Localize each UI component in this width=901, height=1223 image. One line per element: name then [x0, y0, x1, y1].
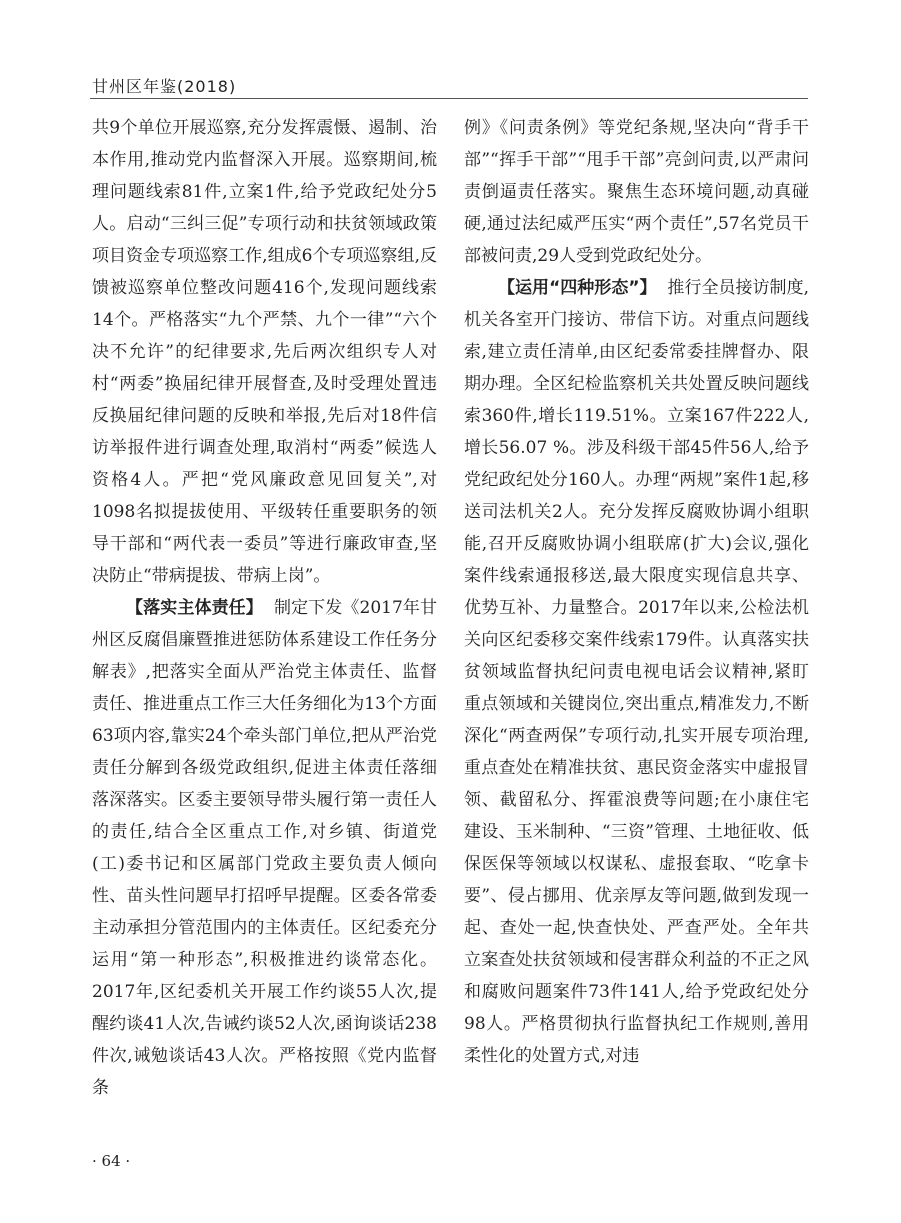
running-header-title: 甘州区年鉴(2018): [92, 77, 237, 96]
header-divider: [90, 98, 808, 99]
continuation-paragraph: 例》《问责条例》等党纪条规,坚决向“背手干部”“挥手干部”“甩手干部”亮剑问责,以严肃问责倒逼责任落实。聚焦生态环境问题,动真碰硬,通过法纪威严压实“两个责任”,57名党员干部被问责,29人受到党政纪处分。: [464, 118, 809, 266]
section-heading-responsibility: 【落实主体责任】: [126, 598, 263, 618]
section-body-four-forms: 推行全员接访制度,机关各室开门接访、带信下访。对重点问题线索,建立责任清单,由区纪委常委挂牌督办、限期办理。全区纪检监察机关共处置反映问题线索360件,增长119.51%。立案167件222人,增长56.07 %。涉及科级干部45件56人,给予党纪政纪处分160人。办理“两规”案件1起,移送司法机关2人。充分发挥反腐败协调小组职能,召开反腐败协调小组联席(扩大)会议,强化案件线索通报移送,最大限度实现信息共享、优势互补、力量整合。2017年以来,公检法机关向区纪委移交案件线索179件。认真落实扶贫领域监督执纪问责电视电话会议精神,紧盯重点领域和关键岗位,突出重点,精准发力,不断深化“两查两保”专项行动,扎实开展专项治理,重点查处在精准扶贫、惠民资金落实中虚报冒领、截留私分、挥霍浪费等问题;在小康住宅建设、玉米制种、“三资”管理、土地征收、低保医保等领域以权谋私、虚报套取、“吃拿卡要”、侵占挪用、优亲厚友等问题,做到发现一起、查处一起,快查快处、严查严处。全年共立案查处扶贫领域和侵害群众利益的不正之风和腐败问题案件73件141人,给予党政纪处分98人。严格贯彻执行监督执纪工作规则,善用柔性化的处置方式,对违: [464, 278, 809, 1066]
section-paragraph-four-forms: [464, 272, 809, 1072]
section-body-responsibility: 制定下发《2017年甘州区反腐倡廉暨推进惩防体系建设工作任务分解表》,把落实全面从严治党主体责任、监督责任、推进重点工作三大任务细化为13个方面63项内容,靠实24个牵头部门单位,把从严治党责任分解到各级党政组织,促进主体责任落细落深落实。区委主要领导带头履行第一责任人的责任,结合全区重点工作,对乡镇、街道党(工)委书记和区属部门党政主要负责人倾向性、苗头性问题早打招呼早提醒。区委各常委主动承担分管范围内的主体责任。区纪委充分运用“第一种形态”,积极推进约谈常态化。2017年,区纪委机关开展工作约谈55人次,提醒约谈41人次,告诫约谈52人次,函询谈话238件次,诫勉谈话43人次。严格按照《党内监督条: [92, 598, 438, 1098]
left-column: [92, 112, 437, 1104]
intro-paragraph: 共9个单位开展巡察,充分发挥震慑、遏制、治本作用,推动党内监督深入开展。巡察期间,梳理问题线索81件,立案1件,给予党政纪处分5人。启动“三纠三促”专项行动和扶贫领域政策项目资金专项巡察工作,组成6个专项巡察组,反馈被巡察单位整改问题416个,发现问题线索14个。严格落实“九个严禁、九个一律”“六个决不允许”的纪律要求,先后两次组织专人对村“两委”换届纪律开展督查,及时受理处置违反换届纪律问题的反映和举报,先后对18件信访举报件进行调查处理,取消村“两委”候选人资格4人。严把“党风廉政意见回复关”,对1098名拟提拔使用、平级转任重要职务的领导干部和“两代表一委员”等进行廉政审查,坚决防止“带病提拔、带病上岗”。: [92, 118, 437, 586]
section-paragraph-responsibility: [92, 592, 437, 1104]
section-heading-four-forms: 【运用“四种形态”】: [498, 278, 657, 298]
page-number: · 64 ·: [92, 1152, 131, 1170]
right-column: [464, 112, 809, 1072]
